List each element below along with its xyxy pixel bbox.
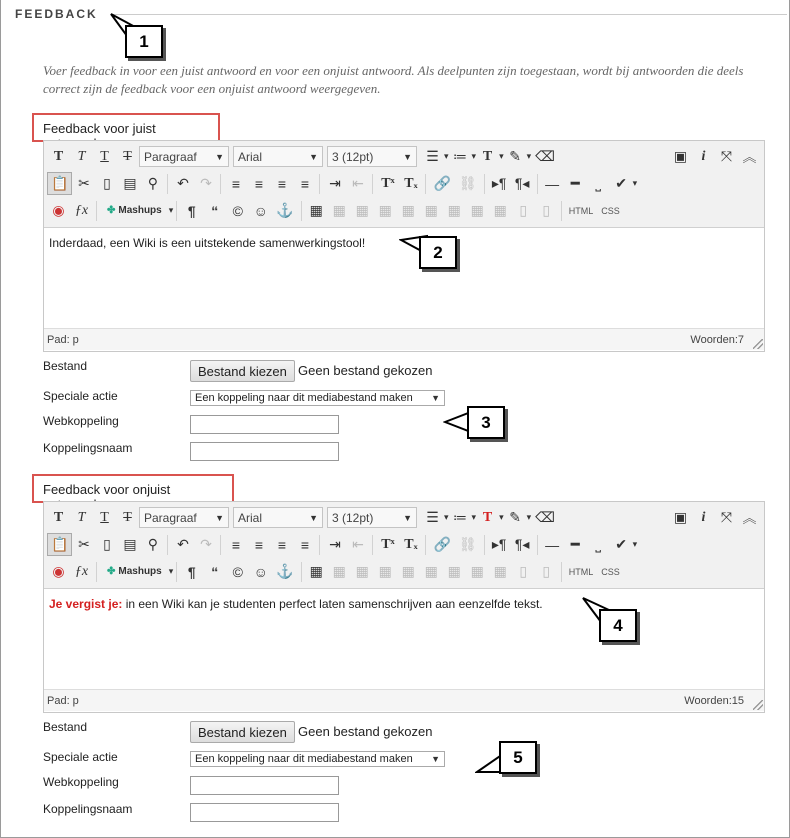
table-cell-props-icon[interactable]: ▦ [355,563,369,579]
editor-toolbar [44,141,764,228]
choose-file-button[interactable]: Bestand kiezen [190,721,295,743]
mashups-label: Mashups [118,566,162,577]
chevron-down-icon: ▼ [215,512,224,523]
callout-5: 5 [499,741,537,774]
paragraph-mark-icon[interactable]: ¶ [187,202,196,219]
delete-col-icon[interactable]: ▦ [493,563,507,579]
insert-row-after-icon[interactable]: ▦ [401,563,415,579]
resize-grip-icon[interactable] [753,339,763,349]
special-action-label: Speciale actie [43,750,118,764]
size-select-value: 3 (12pt) [332,510,374,525]
html-button[interactable]: HTML [568,566,594,577]
redo-icon[interactable]: ↷ [200,175,212,191]
find-icon[interactable]: ⚲ [147,175,159,191]
unlink-icon[interactable]: ⛓ [458,175,477,191]
web-link-input[interactable] [190,776,339,795]
anchor-icon[interactable]: ⚓ [276,563,294,579]
numbered-list-icon[interactable]: ≔ [453,509,468,525]
paragraph-select-value: Paragraaf [144,510,197,525]
editor-toolbar [44,502,764,589]
fullscreen-icon[interactable]: ⤧ [720,148,733,164]
title-divider [111,14,787,15]
link-name-label: Koppelingsnaam [43,802,133,816]
chevron-down-icon: ▼ [309,512,318,523]
split-cells-icon[interactable]: ▯ [519,202,528,218]
chevron-down-icon[interactable]: ▾ [168,566,174,576]
horizontal-rule-icon[interactable]: — [545,175,560,192]
outdent-icon[interactable]: ⇤ [352,175,364,191]
align-left-icon[interactable]: ≡ [231,536,241,553]
file-label: Bestand [43,720,88,734]
eraser-icon[interactable]: ⌫ [535,148,555,164]
eraser-icon[interactable]: ⌫ [535,509,555,525]
css-button[interactable]: CSS [601,566,620,577]
merge-cells-icon[interactable]: ▯ [542,563,551,579]
chevron-down-icon[interactable]: ▾ [632,178,638,188]
delete-row-icon[interactable]: ▦ [424,202,438,218]
no-file-text: Geen bestand gekozen [298,363,433,378]
anchor-icon[interactable]: ⚓ [276,202,294,218]
incorrect-feedback-text: in een Wiki kan je studenten perfect laten samenschrijven aan eenzelfde tekst. [122,597,543,611]
path-indicator: Pad: p [47,694,79,707]
formula-icon[interactable]: ƒx [74,563,89,579]
cut-icon[interactable]: ✂ [78,536,90,552]
insert-row-before-icon[interactable]: ▦ [378,202,392,218]
paragraph-select[interactable] [139,146,229,167]
incorrect-feedback-label: Feedback voor onjuist [32,474,234,503]
web-link-label: Webkoppeling [43,414,119,428]
chevron-down-icon[interactable]: ▾ [526,512,532,522]
table-row-props-icon[interactable]: ▦ [332,563,346,579]
insert-col-before-icon[interactable]: ▦ [447,563,461,579]
undo-icon[interactable]: ↶ [177,536,189,552]
chevron-down-icon: ▼ [431,754,440,764]
link-name-input[interactable] [190,803,339,822]
mashups-label: Mashups [118,205,162,216]
underline-icon[interactable]: T [100,148,109,164]
underline-icon[interactable]: T [100,509,109,525]
chevron-down-icon: ▼ [403,151,412,162]
editor-statusbar [44,328,764,350]
record-icon[interactable]: ◉ [52,202,65,218]
nonbreaking-space-icon[interactable]: ⎵ [595,536,601,552]
link-name-label: Koppelingsnaam [43,441,133,455]
preview-icon[interactable]: ▣ [673,148,688,164]
indent-icon[interactable]: ⇥ [329,536,341,552]
chevron-down-icon: ▼ [309,151,318,162]
nonbreaking-space-icon[interactable]: ⎵ [595,175,601,191]
copyright-icon[interactable]: © [232,202,243,219]
bullet-list-icon[interactable]: ☰ [426,148,439,164]
italic-icon[interactable]: T [77,509,86,525]
resize-grip-icon[interactable] [753,700,763,710]
subscript-icon[interactable]: Tₓ [404,536,418,552]
table-icon[interactable]: ▦ [309,202,323,218]
align-left-icon[interactable]: ≡ [231,175,241,192]
thick-rule-icon[interactable]: ━ [570,175,580,191]
chevron-down-icon: ▼ [403,512,412,523]
mashups-button[interactable] [100,560,169,583]
copyright-icon[interactable]: © [232,563,243,580]
insert-col-after-icon[interactable]: ▦ [470,202,484,218]
paste-text-icon[interactable]: 📋 [47,533,72,556]
copy-icon[interactable]: ▯ [103,536,111,552]
font-select-value: Arial [238,149,263,164]
bold-icon[interactable]: T [53,148,64,164]
thick-rule-icon[interactable]: ━ [570,536,580,552]
insert-col-after-icon[interactable]: ▦ [470,563,484,579]
web-link-label: Webkoppeling [43,775,119,789]
chevron-down-icon: ▼ [431,393,440,403]
special-action-value: Een koppeling naar dit mediabestand maken [195,753,413,765]
file-label: Bestand [43,359,88,373]
paste-icon[interactable]: ▤ [123,175,137,191]
text-color-icon[interactable]: T [482,148,493,164]
preview-icon[interactable]: ▣ [673,509,688,525]
subscript-icon[interactable]: Tₓ [404,175,418,191]
paragraph-select-value: Paragraaf [144,149,197,164]
fullscreen-icon[interactable]: ⤧ [720,509,733,525]
strikethrough-icon[interactable]: T [123,509,132,525]
ltr-icon[interactable]: ▸¶ [491,536,507,552]
error-prefix: Je vergist je: [49,597,123,611]
table-cell-props-icon[interactable]: ▦ [355,202,369,218]
chevron-down-icon[interactable]: ▾ [444,512,449,522]
chevron-down-icon[interactable]: ▾ [526,151,532,161]
word-count: Woorden:7 [690,333,744,346]
callout-1: 1 [125,25,163,58]
justify-icon[interactable]: ≡ [300,175,310,192]
delete-col-icon[interactable]: ▦ [493,202,507,218]
align-right-icon[interactable]: ≡ [277,175,287,192]
size-select[interactable] [327,507,417,528]
unlink-icon[interactable]: ⛓ [458,536,477,552]
collapse-icon[interactable]: ︽ [742,148,757,165]
info-icon[interactable]: i [701,148,706,164]
chevron-down-icon[interactable]: ▾ [471,512,477,522]
blockquote-icon[interactable]: “ [211,202,219,219]
align-right-icon[interactable]: ≡ [277,536,287,553]
collapse-icon[interactable]: ︽ [742,509,757,526]
highlight-icon[interactable]: ✎ [509,148,521,164]
undo-icon[interactable]: ↶ [177,175,189,191]
web-link-input[interactable] [190,415,339,434]
size-select[interactable] [327,146,417,167]
editor-statusbar [44,689,764,711]
outdent-icon[interactable]: ⇤ [352,536,364,552]
highlight-icon[interactable]: ✎ [509,509,521,525]
paragraph-mark-icon[interactable]: ¶ [187,563,196,580]
chevron-down-icon[interactable]: ▾ [471,151,477,161]
rtl-icon[interactable]: ¶◂ [514,536,530,552]
special-action-select[interactable] [190,390,445,406]
spellcheck-icon[interactable]: ✔ [615,536,628,552]
chevron-down-icon[interactable]: ▾ [499,151,504,161]
table-icon[interactable]: ▦ [309,563,323,579]
no-file-text: Geen bestand gekozen [298,724,433,739]
link-icon[interactable]: 🔗 [433,536,451,552]
superscript-icon[interactable]: Tˣ [381,536,395,552]
mashups-icon: ✤ [107,205,116,216]
horizontal-rule-icon[interactable]: — [545,536,560,553]
formula-icon[interactable]: ƒx [74,202,89,218]
align-center-icon[interactable]: ≡ [254,536,264,553]
bullet-list-icon[interactable]: ☰ [426,509,439,525]
section-title: FEEDBACK [15,7,98,21]
redo-icon[interactable]: ↷ [200,536,212,552]
word-count: Woorden:15 [684,694,744,707]
blockquote-icon[interactable]: “ [211,563,219,580]
special-action-label: Speciale actie [43,389,118,403]
correct-feedback-text: Inderdaad, een Wiki is een uitstekende samenwerkingstool! [49,236,366,250]
paste-text-icon[interactable]: 📋 [47,172,72,195]
italic-icon[interactable]: T [77,148,86,164]
editor-content[interactable] [44,589,764,689]
link-icon[interactable]: 🔗 [433,175,451,191]
chevron-down-icon[interactable]: ▾ [444,151,449,161]
strikethrough-icon[interactable]: T [123,148,132,164]
css-button[interactable]: CSS [601,205,620,216]
indent-icon[interactable]: ⇥ [329,175,341,191]
paste-icon[interactable]: ▤ [123,536,137,552]
mashups-button[interactable] [100,199,169,222]
split-cells-icon[interactable]: ▯ [519,563,528,579]
chevron-down-icon[interactable]: ▾ [168,205,174,215]
emoticon-icon[interactable]: ☺ [253,563,268,580]
paragraph-select[interactable] [139,507,229,528]
insert-col-before-icon[interactable]: ▦ [447,202,461,218]
correct-feedback-label: Feedback voor juist [32,113,220,142]
chevron-down-icon: ▼ [215,151,224,162]
info-icon[interactable]: i [701,509,706,525]
mashups-icon: ✤ [107,566,116,577]
path-indicator: Pad: p [47,333,79,346]
cut-icon[interactable]: ✂ [78,175,90,191]
record-icon[interactable]: ◉ [52,563,65,579]
rtl-icon[interactable]: ¶◂ [514,175,530,191]
ltr-icon[interactable]: ▸¶ [491,175,507,191]
font-select-value: Arial [238,510,263,525]
font-select[interactable] [233,146,323,167]
choose-file-button[interactable]: Bestand kiezen [190,360,295,382]
emoticon-icon[interactable]: ☺ [253,202,268,219]
chevron-down-icon[interactable]: ▾ [499,512,504,522]
merge-cells-icon[interactable]: ▯ [542,202,551,218]
text-color-icon[interactable]: T [482,509,493,525]
spellcheck-icon[interactable]: ✔ [615,175,628,191]
justify-icon[interactable]: ≡ [300,536,310,553]
callout-4: 4 [599,609,637,642]
html-button[interactable]: HTML [568,205,594,216]
link-name-input[interactable] [190,442,339,461]
font-select[interactable] [233,507,323,528]
insert-row-before-icon[interactable]: ▦ [378,563,392,579]
find-icon[interactable]: ⚲ [147,536,159,552]
delete-row-icon[interactable]: ▦ [424,563,438,579]
table-row-props-icon[interactable]: ▦ [332,202,346,218]
align-center-icon[interactable]: ≡ [254,175,264,192]
special-action-select[interactable] [190,751,445,767]
numbered-list-icon[interactable]: ≔ [453,148,468,164]
callout-3: 3 [467,406,505,439]
special-action-value: Een koppeling naar dit mediabestand maken [195,392,413,404]
chevron-down-icon[interactable]: ▾ [632,539,638,549]
superscript-icon[interactable]: Tˣ [381,175,395,191]
copy-icon[interactable]: ▯ [103,175,111,191]
callout-2: 2 [419,236,457,269]
size-select-value: 3 (12pt) [332,149,374,164]
bold-icon[interactable]: T [53,509,64,525]
insert-row-after-icon[interactable]: ▦ [401,202,415,218]
incorrect-feedback-editor [43,501,765,713]
intro-text: Voer feedback in voor een juist antwoord en voor een onjuist antwoord. Als deelpunten zijn toegestaan, wordt bij antwoorden die deels correct zijn de feedback voor een onjuist antwoord weergegeven. [43,63,744,96]
